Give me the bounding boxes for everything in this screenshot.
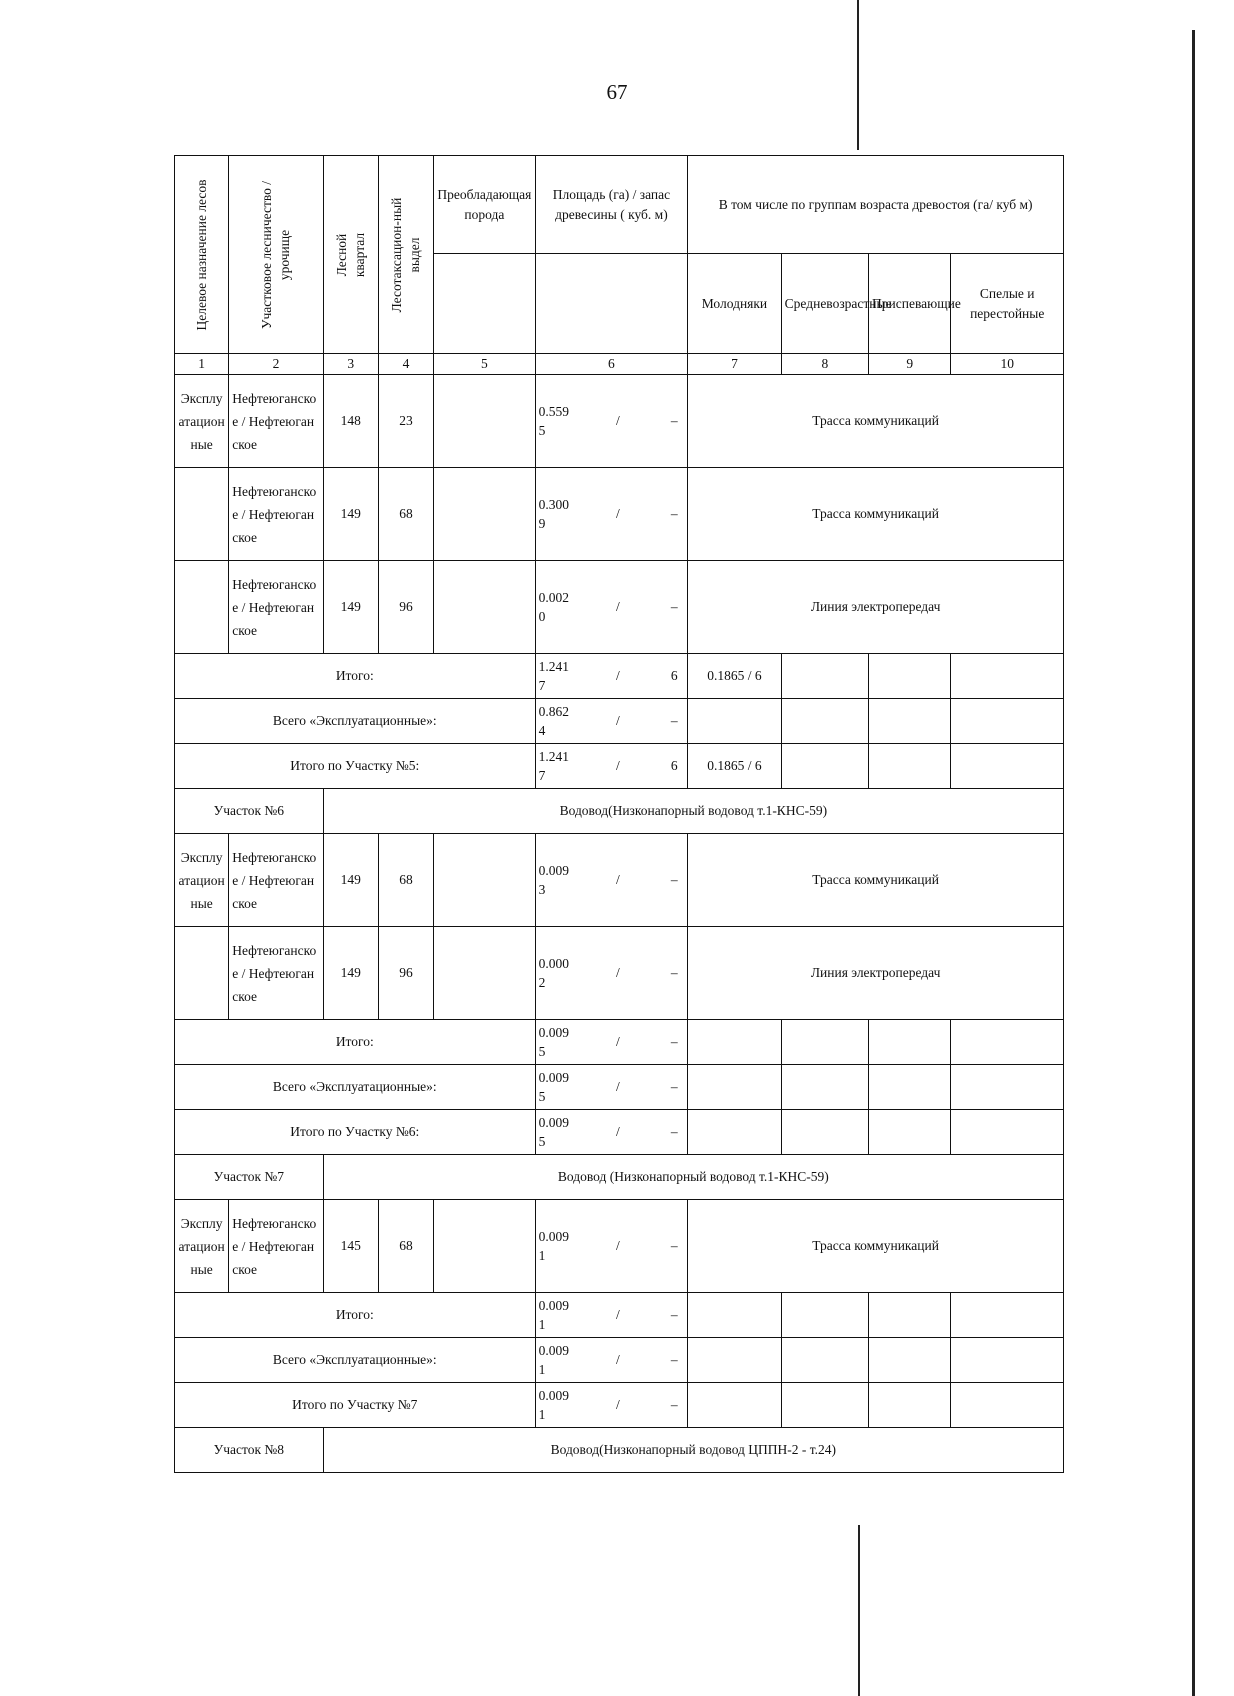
stock-value: –	[670, 1034, 678, 1049]
header-age-groups: В том числе по группам возраста древостоя (га/ куб м)	[688, 156, 1064, 254]
summary-label: Итого:	[175, 654, 536, 699]
column-number: 10	[951, 354, 1064, 375]
young-cell	[688, 1065, 781, 1110]
summary-row	[175, 1338, 1064, 1383]
area-value: 0.0091	[538, 1343, 569, 1377]
purpose-cell	[175, 468, 229, 561]
breed-cell	[434, 834, 535, 927]
area-cell	[535, 699, 688, 744]
area-slash: /	[616, 758, 620, 773]
page-number: 67	[606, 80, 628, 104]
young-cell	[688, 1383, 781, 1428]
area-cell	[535, 1110, 688, 1155]
area-slash: /	[616, 1352, 620, 1367]
header-area-empty	[535, 254, 688, 354]
mature-cell	[951, 1293, 1064, 1338]
area-value: 0.5595	[538, 404, 569, 438]
area-value: 0.0091	[538, 1388, 569, 1422]
breed-cell	[434, 927, 535, 1020]
summary-row	[175, 1293, 1064, 1338]
plot-cell: 68	[378, 1200, 433, 1293]
summary-label: Всего «Эксплуатационные»:	[175, 699, 536, 744]
quarter-cell: 145	[323, 1200, 378, 1293]
header-mature: Спелые и перестойные	[951, 254, 1064, 354]
header-premature: Приспевающие	[869, 254, 951, 354]
young-cell	[688, 1338, 781, 1383]
stock-value: –	[670, 872, 678, 887]
summary-row	[175, 699, 1064, 744]
area-cell	[535, 468, 688, 561]
area-cell	[535, 1065, 688, 1110]
summary-row	[175, 1020, 1064, 1065]
header-plot: Лесотаксацион-ный выдел	[378, 156, 433, 354]
header-row	[175, 156, 1064, 254]
stock-value: –	[670, 1352, 678, 1367]
forestry-cell: Нефтеюганское / Нефтеюганское	[229, 468, 323, 561]
plot-cell: 23	[378, 375, 433, 468]
plot-cell: 68	[378, 834, 433, 927]
note-cell: Трасса коммуникаций	[688, 834, 1064, 927]
stock-value: –	[670, 599, 678, 614]
header-area: Площадь (га) / запас древесины ( куб. м)	[535, 156, 688, 254]
area-slash: /	[616, 1238, 620, 1253]
table-row	[175, 834, 1064, 927]
breed-cell	[434, 468, 535, 561]
note-cell: Линия электропередач	[688, 561, 1064, 654]
area-value: 0.0095	[538, 1070, 569, 1104]
premature-cell	[869, 744, 951, 789]
young-cell	[688, 699, 781, 744]
young-cell: 0.1865 / 6	[688, 744, 781, 789]
note-cell: Трасса коммуникаций	[688, 375, 1064, 468]
area-slash: /	[616, 599, 620, 614]
area-slash: /	[616, 1124, 620, 1139]
area-cell	[535, 927, 688, 1020]
area-value: 1.2417	[538, 659, 569, 693]
header-quarter: Лесной квартал	[323, 156, 378, 354]
section-label: Участок №7	[175, 1155, 324, 1200]
forestry-cell: Нефтеюганское / Нефтеюганское	[229, 375, 323, 468]
note-cell: Линия электропередач	[688, 927, 1064, 1020]
young-cell: 0.1865 / 6	[688, 654, 781, 699]
section-label: Участок №6	[175, 789, 324, 834]
table-row	[175, 561, 1064, 654]
middle-cell	[781, 1110, 868, 1155]
middle-cell	[781, 744, 868, 789]
plot-cell: 68	[378, 468, 433, 561]
quarter-cell: 148	[323, 375, 378, 468]
mature-cell	[951, 1383, 1064, 1428]
mature-cell	[951, 744, 1064, 789]
scan-artifact-line	[858, 1525, 860, 1696]
summary-row	[175, 744, 1064, 789]
mature-cell	[951, 1110, 1064, 1155]
area-cell	[535, 1020, 688, 1065]
stock-value: –	[670, 413, 678, 428]
premature-cell	[869, 1065, 951, 1110]
column-number: 7	[688, 354, 781, 375]
summary-label: Итого по Участку №6:	[175, 1110, 536, 1155]
section-label: Участок №8	[175, 1428, 324, 1473]
stock-value: –	[670, 1307, 678, 1322]
middle-cell	[781, 1338, 868, 1383]
area-cell	[535, 1338, 688, 1383]
note-cell: Трасса коммуникаций	[688, 1200, 1064, 1293]
area-slash: /	[616, 413, 620, 428]
header-purpose: Целевое назначение лесов	[175, 156, 229, 354]
quarter-cell: 149	[323, 468, 378, 561]
table-row	[175, 927, 1064, 1020]
area-slash: /	[616, 668, 620, 683]
purpose-cell	[175, 561, 229, 654]
breed-cell	[434, 375, 535, 468]
area-cell	[535, 1383, 688, 1428]
mature-cell	[951, 699, 1064, 744]
quarter-cell: 149	[323, 561, 378, 654]
plot-cell: 96	[378, 927, 433, 1020]
section-row	[175, 1428, 1064, 1473]
table-row	[175, 375, 1064, 468]
area-value: 0.3009	[538, 497, 569, 531]
area-cell	[535, 1200, 688, 1293]
area-value: 0.0091	[538, 1229, 569, 1263]
section-row	[175, 789, 1064, 834]
premature-cell	[869, 699, 951, 744]
stock-value: –	[670, 965, 678, 980]
mature-cell	[951, 654, 1064, 699]
column-number: 9	[869, 354, 951, 375]
column-numbers-row	[175, 354, 1064, 375]
table-row	[175, 468, 1064, 561]
premature-cell	[869, 1020, 951, 1065]
stock-value: –	[670, 506, 678, 521]
breed-cell	[434, 561, 535, 654]
area-slash: /	[616, 713, 620, 728]
area-slash: /	[616, 1034, 620, 1049]
stock-value: –	[670, 1238, 678, 1253]
middle-cell	[781, 654, 868, 699]
area-slash: /	[616, 1307, 620, 1322]
summary-label: Итого:	[175, 1293, 536, 1338]
summary-row	[175, 1110, 1064, 1155]
area-cell	[535, 1293, 688, 1338]
middle-cell	[781, 1020, 868, 1065]
table-row	[175, 1200, 1064, 1293]
stock-value: –	[670, 1079, 678, 1094]
premature-cell	[869, 1110, 951, 1155]
scan-artifact-line	[1192, 30, 1195, 1696]
forest-data-table	[174, 155, 1064, 1473]
header-middle: Средневозрастные	[781, 254, 868, 354]
middle-cell	[781, 699, 868, 744]
header-forestry: Участковое лесничество / урочище	[229, 156, 323, 354]
young-cell	[688, 1110, 781, 1155]
stock-value: –	[670, 1397, 678, 1412]
area-value: 0.0091	[538, 1298, 569, 1332]
header-breed: Преобладающая порода	[434, 156, 535, 254]
young-cell	[688, 1020, 781, 1065]
area-value: 0.0095	[538, 1115, 569, 1149]
premature-cell	[869, 1293, 951, 1338]
forestry-cell: Нефтеюганское / Нефтеюганское	[229, 834, 323, 927]
area-cell	[535, 654, 688, 699]
header-breed-empty	[434, 254, 535, 354]
column-number: 4	[378, 354, 433, 375]
purpose-cell: Эксплуатационные	[175, 1200, 229, 1293]
purpose-cell	[175, 927, 229, 1020]
quarter-cell: 149	[323, 927, 378, 1020]
area-value: 0.8624	[538, 704, 569, 738]
forestry-cell: Нефтеюганское / Нефтеюганское	[229, 927, 323, 1020]
area-cell	[535, 834, 688, 927]
section-object: Водовод(Низконапорный водовод ЦППН-2 - т.24)	[323, 1428, 1063, 1473]
purpose-cell: Эксплуатационные	[175, 375, 229, 468]
summary-label: Всего «Эксплуатационные»:	[175, 1065, 536, 1110]
forestry-cell: Нефтеюганское / Нефтеюганское	[229, 561, 323, 654]
stock-value: 6	[670, 668, 678, 683]
column-number: 8	[781, 354, 868, 375]
column-number: 2	[229, 354, 323, 375]
section-row	[175, 1155, 1064, 1200]
area-cell	[535, 744, 688, 789]
area-slash: /	[616, 1079, 620, 1094]
summary-label: Итого по Участку №5:	[175, 744, 536, 789]
area-slash: /	[616, 965, 620, 980]
young-cell	[688, 1293, 781, 1338]
column-number: 1	[175, 354, 229, 375]
area-slash: /	[616, 872, 620, 887]
area-value: 1.2417	[538, 749, 569, 783]
quarter-cell: 149	[323, 834, 378, 927]
summary-row	[175, 1065, 1064, 1110]
mature-cell	[951, 1020, 1064, 1065]
stock-value: –	[670, 1124, 678, 1139]
area-value: 0.0093	[538, 863, 569, 897]
section-object: Водовод (Низконапорный водовод т.1-КНС-59)	[323, 1155, 1063, 1200]
area-value: 0.0020	[538, 590, 569, 624]
column-number: 6	[535, 354, 688, 375]
middle-cell	[781, 1293, 868, 1338]
area-value: 0.0095	[538, 1025, 569, 1059]
premature-cell	[869, 1338, 951, 1383]
area-slash: /	[616, 1397, 620, 1412]
breed-cell	[434, 1200, 535, 1293]
area-slash: /	[616, 506, 620, 521]
column-number: 3	[323, 354, 378, 375]
column-number: 5	[434, 354, 535, 375]
area-cell	[535, 375, 688, 468]
note-cell: Трасса коммуникаций	[688, 468, 1064, 561]
summary-label: Итого по Участку №7	[175, 1383, 536, 1428]
summary-row	[175, 1383, 1064, 1428]
forestry-cell: Нефтеюганское / Нефтеюганское	[229, 1200, 323, 1293]
stock-value: –	[670, 713, 678, 728]
middle-cell	[781, 1383, 868, 1428]
premature-cell	[869, 1383, 951, 1428]
premature-cell	[869, 654, 951, 699]
stock-value: 6	[670, 758, 678, 773]
plot-cell: 96	[378, 561, 433, 654]
mature-cell	[951, 1338, 1064, 1383]
summary-row	[175, 654, 1064, 699]
mature-cell	[951, 1065, 1064, 1110]
purpose-cell: Эксплуатационные	[175, 834, 229, 927]
scan-artifact-line	[857, 0, 859, 150]
middle-cell	[781, 1065, 868, 1110]
summary-label: Итого:	[175, 1020, 536, 1065]
area-value: 0.0002	[538, 956, 569, 990]
section-object: Водовод(Низконапорный водовод т.1-КНС-59)	[323, 789, 1063, 834]
area-cell	[535, 561, 688, 654]
summary-label: Всего «Эксплуатационные»:	[175, 1338, 536, 1383]
header-young: Молодняки	[688, 254, 781, 354]
